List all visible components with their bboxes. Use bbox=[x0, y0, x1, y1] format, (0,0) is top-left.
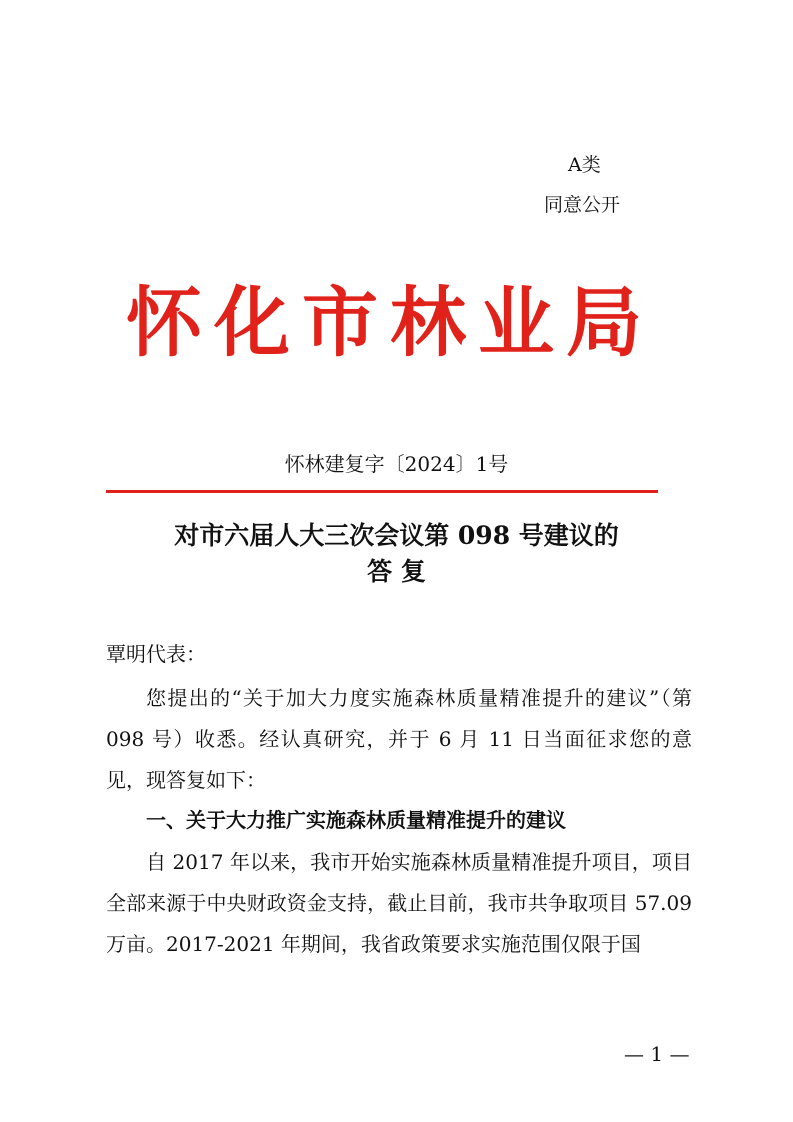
document-number: 怀林建复字〔2024〕1号 bbox=[284, 452, 509, 476]
title-line-2: 答 复 bbox=[367, 557, 426, 586]
page-number: — 1 — bbox=[624, 1042, 690, 1066]
paragraph-intro: 您提出的“关于加大力度实施森林质量精准提升的建议”（第 098 号）收悉。经认真研究，并于 6 月 11 日当面征求您的意见，现答复如下： bbox=[106, 686, 692, 792]
classification-label: A类 bbox=[568, 154, 601, 176]
document-title bbox=[0, 518, 793, 590]
paragraph-section-1: 自 2017 年以来，我市开始实施森林质量精准提升项目，项目全部来源于中央财政资金支持，截止目前，我市共争取项目 57.09 万亩。2017-2021 年期间，我省政策要求实施范围仅限于国 bbox=[106, 850, 692, 956]
salutation: 覃明代表： bbox=[106, 642, 206, 666]
section-heading-1: 一、关于大力推广实施森林质量精准提升的建议 bbox=[146, 808, 566, 832]
title-line-1: 对市六届人大三次会议第 098 号建议的 bbox=[174, 521, 619, 550]
letterhead-divider bbox=[106, 490, 658, 493]
agency-letterhead: 怀化市林业局 bbox=[126, 278, 654, 367]
disclosure-label: 同意公开 bbox=[544, 194, 621, 216]
